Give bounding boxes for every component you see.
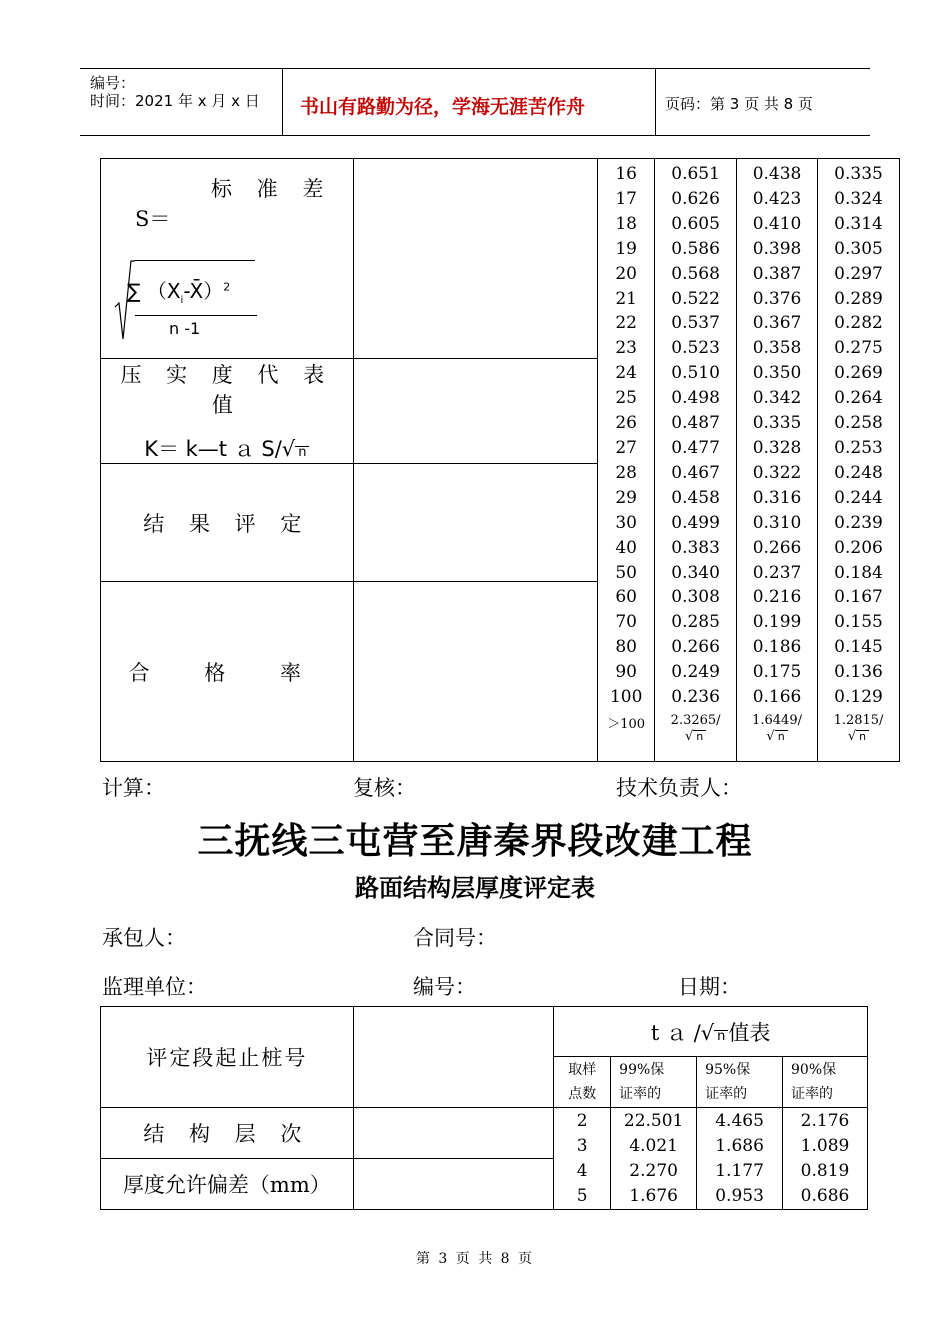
field-supervisor: 监理单位：	[102, 975, 207, 999]
t2-99-value: 1.676	[629, 1185, 678, 1206]
value-90: 0.282	[834, 313, 883, 334]
sqrt-icon: √ n	[848, 729, 869, 745]
page-footer: 第 3 页 共 8 页	[415, 1251, 535, 1267]
compaction-eval-table	[100, 158, 900, 762]
value-99: 0.249	[671, 662, 720, 683]
value-99: 0.626	[671, 188, 720, 209]
t2-col-90	[783, 1108, 868, 1210]
t2-95-value: 0.953	[715, 1185, 764, 1206]
std-denominator: n -1	[169, 319, 201, 338]
layer-label: 结 构 层 次	[101, 1108, 354, 1159]
value-95: 0.186	[752, 637, 802, 658]
value-95: 0.438	[752, 164, 802, 184]
gt100-99: 2.3265/	[670, 712, 721, 728]
main-title: 三抚线三屯营至唐秦界段改建工程	[197, 821, 753, 862]
n-value: 17	[615, 188, 637, 209]
std-dev-formula	[113, 259, 263, 341]
value-90: 0.264	[834, 388, 883, 409]
n-value: 50	[615, 562, 637, 583]
value-99: 0.651	[671, 164, 720, 184]
value-95: 0.216	[752, 587, 802, 608]
n-value: 25	[615, 388, 637, 409]
value-99: 0.467	[671, 462, 720, 483]
value-99: 0.537	[671, 313, 720, 334]
result-label: 结 果 评 定	[101, 464, 354, 582]
t2-99-value: 22.501	[623, 1110, 684, 1131]
thickness-eval-table	[100, 1006, 868, 1210]
std-dev-s: S＝	[135, 207, 171, 231]
value-90: 0.206	[834, 537, 883, 558]
n-value: 80	[615, 637, 637, 658]
t2-n-value: 4	[576, 1160, 588, 1181]
t2-90-value: 0.819	[800, 1160, 850, 1181]
field-date: 日期：	[678, 975, 741, 999]
value-95: 0.175	[752, 662, 802, 683]
value-95: 0.316	[752, 487, 802, 508]
n-value: 40	[615, 537, 637, 558]
value-95: 0.237	[752, 562, 802, 583]
value-99: 0.523	[671, 338, 720, 359]
n-value: 16	[615, 164, 637, 184]
t2-95-value: 1.177	[715, 1160, 764, 1181]
gt100-90: 1.2815/	[833, 712, 884, 728]
n-value: 100	[609, 687, 643, 708]
pass-rate-value-cell[interactable]	[353, 582, 598, 762]
t2-90-value: 2.176	[800, 1110, 850, 1131]
value-99: 0.340	[671, 562, 720, 583]
sub-title: 路面结构层厚度评定表	[355, 874, 595, 902]
n-value: 60	[615, 587, 637, 608]
rep-formula: K＝ k—t ａ S/√ n	[101, 433, 353, 463]
field-number: 编号：	[413, 975, 476, 999]
head-95: 95%保 证率的	[697, 1057, 783, 1108]
std-dev-value-cell[interactable]	[353, 159, 598, 359]
sqrt-icon: √ n	[685, 729, 706, 745]
pass-rate-label: 合 格 率	[101, 582, 354, 762]
value-90: 0.253	[834, 437, 883, 458]
n-value: 20	[615, 263, 637, 284]
value-95: 0.376	[752, 288, 802, 309]
n-value: 23	[615, 338, 637, 359]
field-contract-no: 合同号：	[413, 926, 497, 950]
head-90: 90%保 证率的	[783, 1057, 868, 1108]
value-90: 0.145	[834, 637, 883, 658]
header-number-label: 编号：	[90, 74, 136, 92]
value-90: 0.258	[834, 413, 883, 434]
t2-n-value: 5	[576, 1185, 588, 1206]
value-90: 0.129	[834, 687, 883, 708]
value-95: 0.166	[752, 687, 802, 708]
sig-review: 复核：	[353, 776, 416, 800]
value-90: 0.314	[834, 213, 883, 234]
result-value-cell[interactable]	[353, 464, 598, 582]
t2-90-value: 0.686	[800, 1185, 850, 1206]
value-95: 0.410	[752, 213, 802, 234]
col-90	[818, 159, 900, 762]
value-90: 0.155	[834, 612, 883, 633]
t2-col-99	[611, 1108, 697, 1210]
value-90: 0.324	[834, 188, 883, 209]
t2-99-value: 2.270	[629, 1160, 678, 1181]
value-95: 0.398	[752, 238, 802, 259]
std-dev-label-cell	[101, 159, 354, 359]
n-value: 22	[615, 313, 637, 334]
n-value: 21	[615, 288, 637, 309]
t2-n-value: 2	[576, 1110, 588, 1131]
t2-90-value: 1.089	[800, 1135, 850, 1156]
gt100-95: 1.6449/	[752, 712, 802, 728]
value-99: 0.383	[671, 537, 720, 558]
sqrt-icon: √ n	[701, 1021, 729, 1045]
value-90: 0.244	[834, 487, 883, 508]
value-90: 0.275	[834, 338, 883, 359]
std-mid: -X̄）	[183, 279, 224, 303]
value-95: 0.367	[752, 313, 802, 334]
field-contractor: 承包人：	[102, 926, 186, 950]
tolerance-label: 厚度允许偏差（mm）	[101, 1159, 354, 1210]
value-99: 0.522	[671, 288, 720, 309]
n-value: 26	[615, 413, 637, 434]
value-90: 0.239	[834, 512, 883, 533]
value-99: 0.510	[671, 363, 720, 384]
col-95	[737, 159, 818, 762]
value-95: 0.335	[752, 413, 802, 434]
n-column	[598, 159, 655, 762]
value-95: 0.322	[752, 462, 802, 483]
t2-95-value: 4.465	[715, 1110, 764, 1131]
value-95: 0.387	[752, 263, 802, 284]
value-99: 0.458	[671, 487, 720, 508]
value-90: 0.167	[834, 587, 883, 608]
t2-95-value: 1.686	[715, 1135, 764, 1156]
sqrt-icon: √ n	[282, 437, 310, 461]
value-99: 0.236	[671, 687, 720, 708]
value-95: 0.358	[752, 338, 802, 359]
n-value: 28	[615, 462, 637, 483]
value-99: 0.266	[671, 637, 720, 658]
value-99: 0.477	[671, 437, 720, 458]
rep-value-cell[interactable]	[353, 359, 598, 464]
value-90: 0.269	[834, 363, 883, 384]
value-95: 0.350	[752, 363, 802, 384]
value-95: 0.328	[752, 437, 802, 458]
head-n: 取样 点数	[554, 1057, 611, 1108]
value-90: 0.289	[834, 288, 883, 309]
value-90: 0.136	[834, 662, 883, 683]
layer-value-cell[interactable]	[353, 1108, 554, 1159]
value-95: 0.266	[752, 537, 802, 558]
ta-table-header: t ａ /√ n 值表	[554, 1007, 868, 1057]
header-page-info: 页码：第 3 页 共 8 页	[665, 95, 813, 113]
value-90: 0.305	[834, 238, 883, 259]
value-90: 0.184	[834, 562, 883, 583]
value-99: 0.487	[671, 413, 720, 434]
tolerance-value-cell[interactable]	[353, 1159, 554, 1210]
n-value: 30	[615, 512, 637, 533]
n-value: 19	[615, 238, 637, 259]
value-90: 0.297	[834, 263, 883, 284]
n-value: 24	[615, 363, 637, 384]
value-95: 0.310	[752, 512, 802, 533]
header-time-label: 时间：2021 年 x 月 x 日	[90, 92, 260, 110]
rep-value-label-cell	[101, 359, 354, 464]
value-99: 0.499	[671, 512, 720, 533]
t2-n-value: 3	[576, 1135, 588, 1156]
n-gt100: ＞100	[607, 716, 646, 732]
header-divider	[282, 68, 283, 135]
std-sub: i	[180, 295, 184, 306]
n-value: 90	[615, 662, 637, 683]
sig-calc: 计算：	[102, 776, 165, 800]
n-value: 29	[615, 487, 637, 508]
value-99: 0.605	[671, 213, 720, 234]
segment-label: 评定段起止桩号	[101, 1007, 354, 1108]
value-99: 0.498	[671, 388, 720, 409]
value-99: 0.586	[671, 238, 720, 259]
t2-col-n	[554, 1108, 611, 1210]
n-value: 18	[615, 213, 637, 234]
header-motto: 书山有路勤为径，学海无涯苦作舟	[300, 96, 586, 118]
std-sup: 2	[223, 280, 231, 294]
sig-tech: 技术负责人：	[616, 776, 742, 800]
value-90: 0.335	[834, 164, 883, 184]
header-divider	[655, 68, 656, 135]
value-99: 0.568	[671, 263, 720, 284]
value-95: 0.199	[752, 612, 802, 633]
header-bottom-rule	[80, 135, 870, 136]
std-dev-label: 标 准 差	[211, 177, 333, 201]
segment-value-cell[interactable]	[353, 1007, 554, 1108]
col-99	[655, 159, 737, 762]
value-95: 0.342	[752, 388, 802, 409]
std-numerator: ∑ （X	[127, 279, 181, 303]
sqrt-icon: √ n	[766, 729, 787, 745]
t2-99-value: 4.021	[629, 1135, 678, 1156]
header-top-rule	[80, 68, 870, 69]
n-value: 70	[615, 612, 637, 633]
n-value: 27	[615, 437, 637, 458]
value-95: 0.423	[752, 188, 802, 209]
t2-col-95	[697, 1108, 783, 1210]
value-99: 0.285	[671, 612, 720, 633]
rep-value-label: 压 实 度 代 表 值	[120, 363, 334, 417]
value-99: 0.308	[671, 587, 720, 608]
head-99: 99%保 证率的	[611, 1057, 697, 1108]
value-90: 0.248	[834, 462, 883, 483]
